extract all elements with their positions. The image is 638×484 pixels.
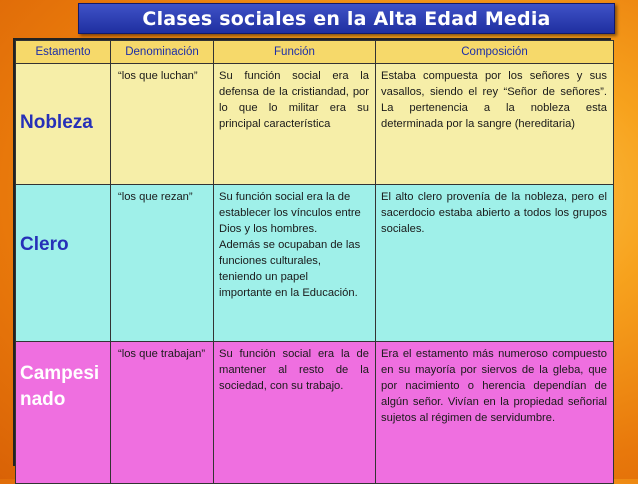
header-row bbox=[16, 41, 614, 64]
denominacion-cell: “los que rezan” bbox=[111, 185, 214, 342]
funcion-line: teniendo un papel bbox=[219, 271, 308, 283]
header-denominacion: Denominación bbox=[111, 41, 214, 64]
funcion-line: Dios y los hombres. bbox=[219, 223, 318, 235]
table-row-campesinado bbox=[16, 342, 614, 484]
estamento-cell bbox=[16, 185, 111, 342]
funcion-line: establecer los vínculos entre bbox=[219, 207, 361, 219]
estamento-label-clero: Clero bbox=[20, 234, 69, 255]
funcion-cell: Su función social era la defensa de la cristiandad, por lo que lo militar era su principal característica bbox=[214, 64, 376, 185]
header-funcion: Función bbox=[214, 41, 376, 64]
denominacion-cell: “los que luchan” bbox=[111, 64, 214, 185]
estamento-cell bbox=[16, 64, 111, 185]
table-row-clero bbox=[16, 185, 614, 342]
composicion-cell: Estaba compuesta por los señores y sus vasallos, siendo el rey “Señor de señores”. La pertenencia a la nobleza esta determinada por la sangre (hereditaria) bbox=[376, 64, 614, 185]
funcion-line: importante en la Educación. bbox=[219, 287, 358, 299]
estamento-label-campesinado bbox=[20, 361, 106, 413]
page-title: Clases sociales en la Alta Edad Media bbox=[142, 7, 551, 30]
header-estamento: Estamento bbox=[16, 41, 111, 64]
estamento-cell bbox=[16, 342, 111, 484]
title-banner bbox=[78, 3, 615, 34]
funcion-line: Además se ocupaban de las bbox=[219, 239, 361, 251]
social-classes-table bbox=[13, 38, 611, 466]
table-row-nobleza bbox=[16, 64, 614, 185]
funcion-cell: Su función social era la de mantener al resto de la sociedad, con su trabajo. bbox=[214, 342, 376, 484]
estamento-label-line: nado bbox=[20, 389, 66, 410]
funcion-line: funciones culturales, bbox=[219, 255, 321, 267]
estamento-label-line: Campesi bbox=[20, 363, 100, 384]
funcion-cell bbox=[214, 185, 376, 342]
composicion-cell: Era el estamento más numeroso compuesto en su mayoría por siervos de la gleba, que por nacimiento o herencia dependían de algún señor. Vivían en la propiedad señorial sujetos al régimen de servidumbre. bbox=[376, 342, 614, 484]
funcion-line: Su función social era la de bbox=[219, 191, 351, 203]
header-composicion: Composición bbox=[376, 41, 614, 64]
table bbox=[15, 40, 614, 484]
estamento-label-nobleza: Nobleza bbox=[20, 112, 93, 133]
composicion-cell: El alto clero provenía de la nobleza, pero el sacerdocio estaba abierto a todos los grupos sociales. bbox=[376, 185, 614, 342]
denominacion-cell: “los que trabajan” bbox=[111, 342, 214, 484]
